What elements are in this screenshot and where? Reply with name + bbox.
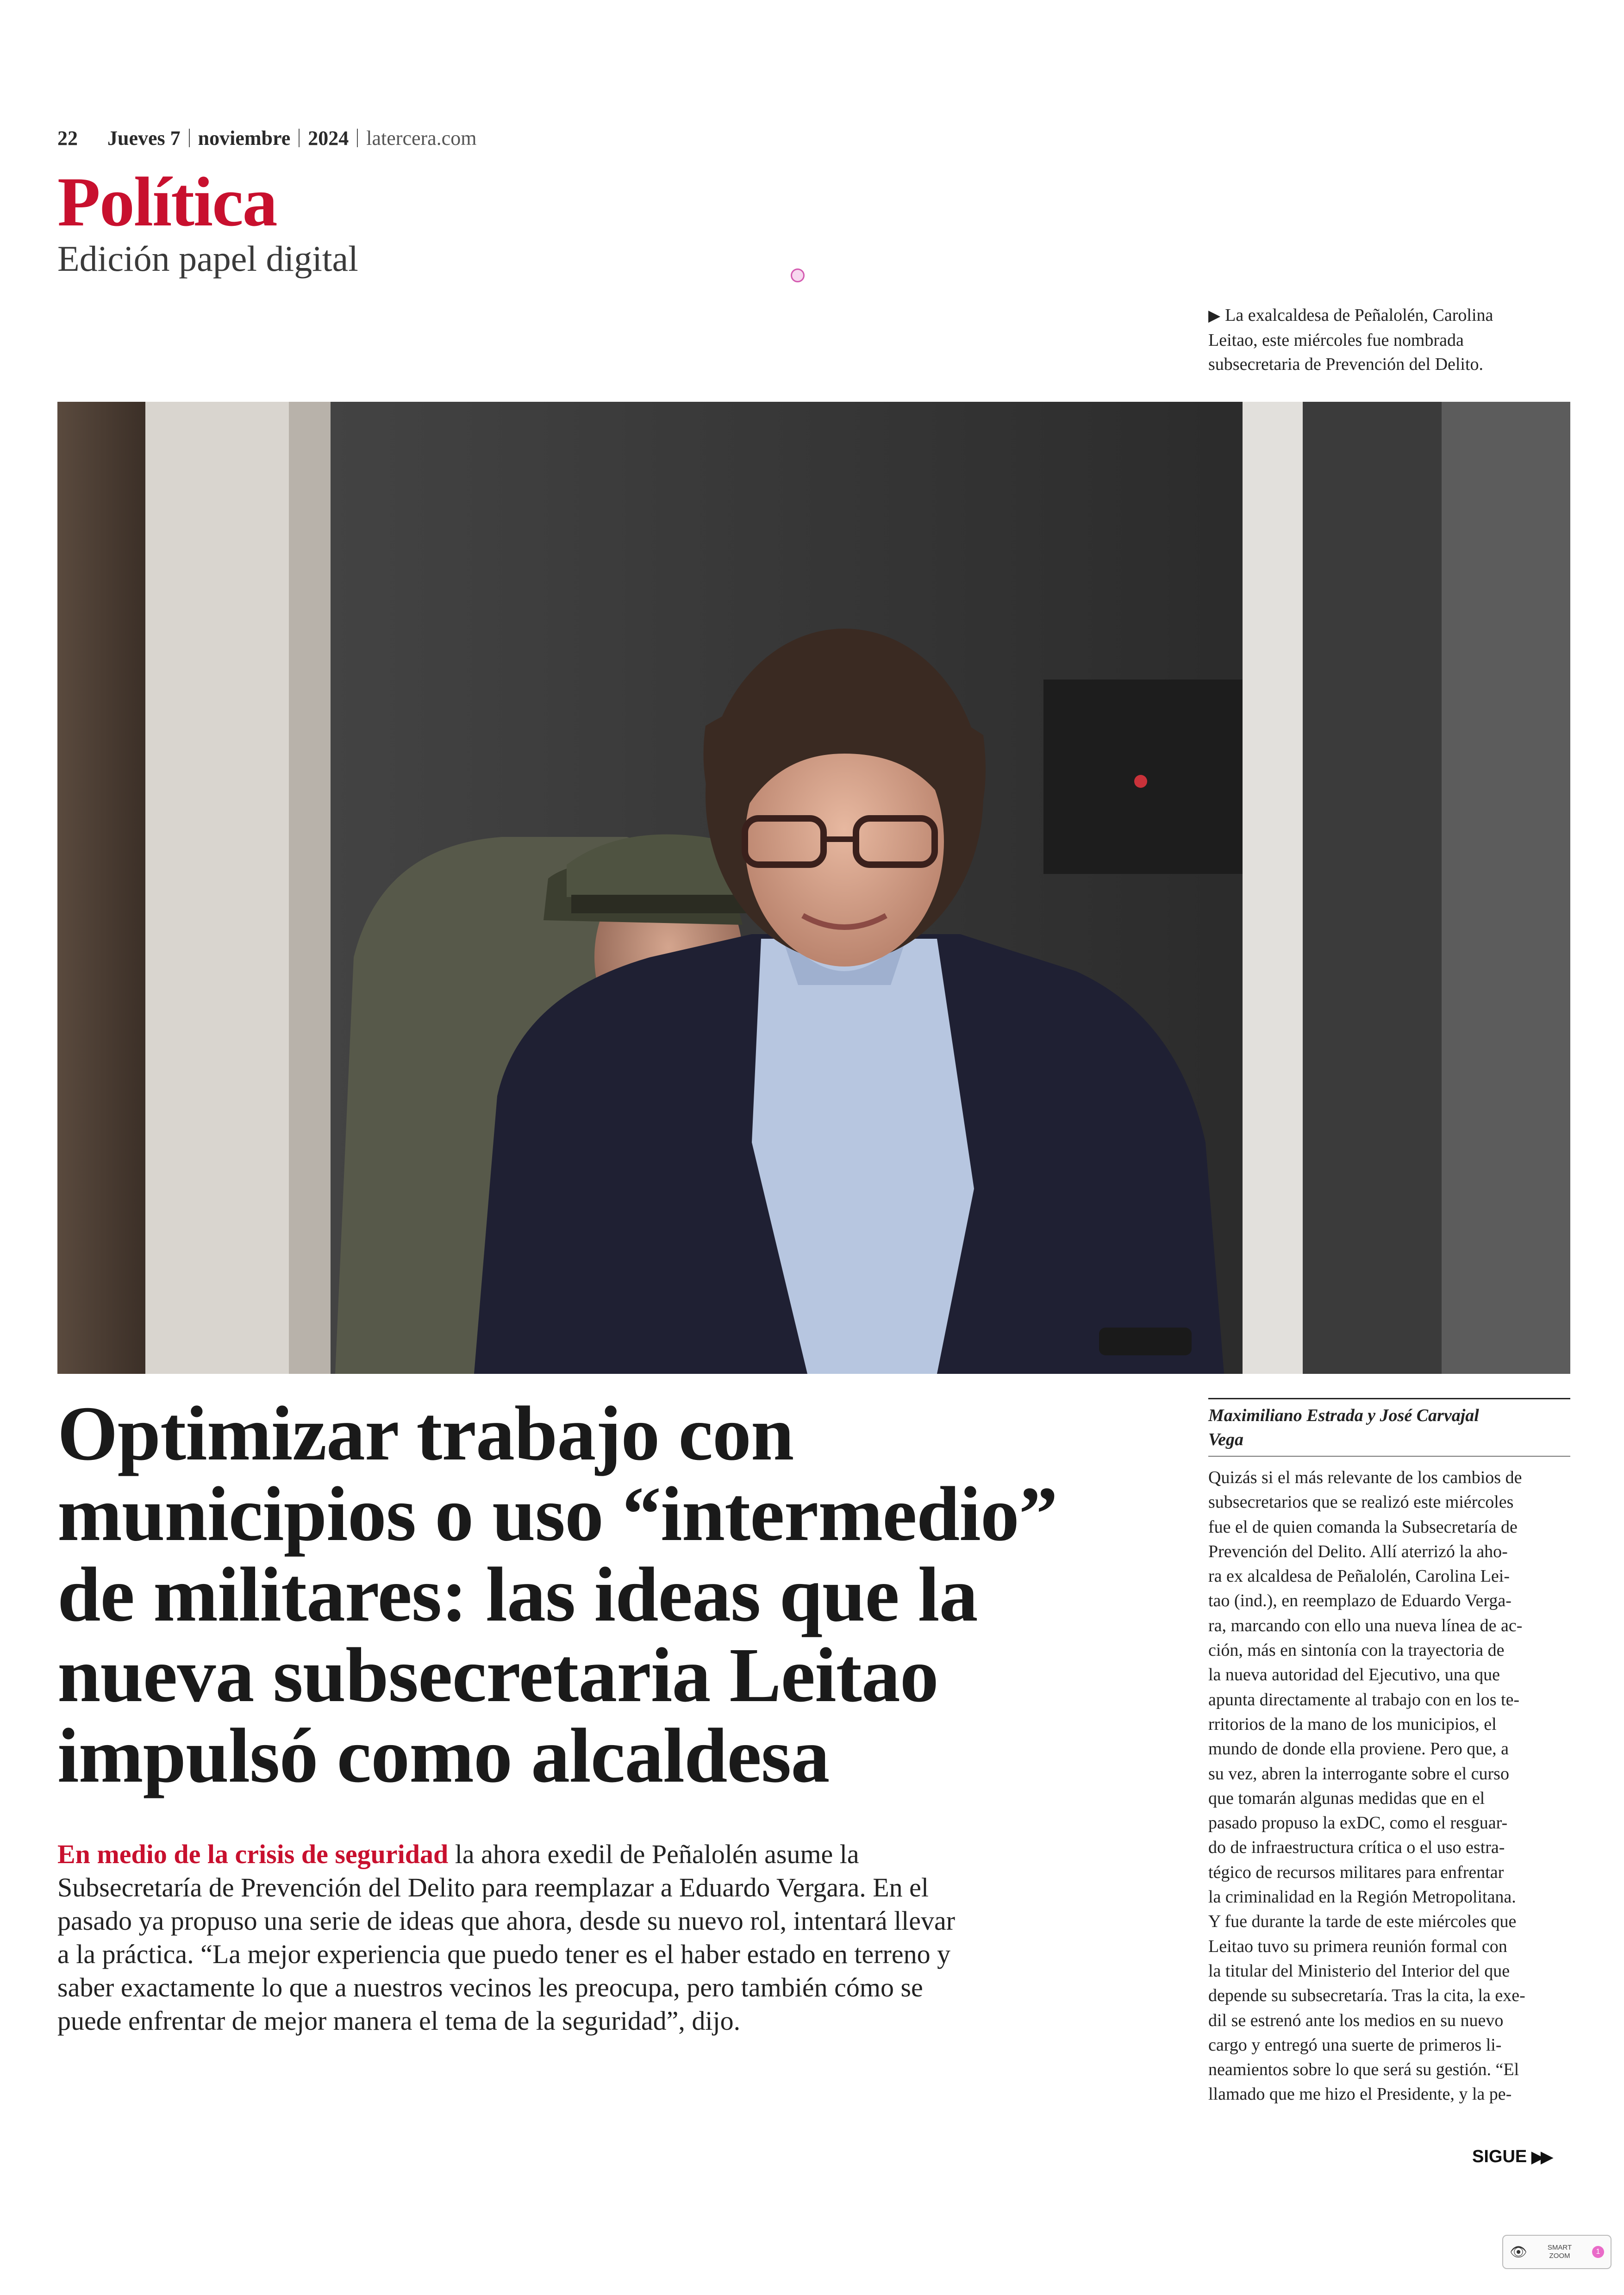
caption-line: subsecretaria de Prevención del Delito.	[1208, 355, 1484, 374]
headline-line: Optimizar trabajo con	[57, 1391, 794, 1477]
body-line: neamientos sobre lo que será su gestión. “El	[1208, 2060, 1519, 2080]
lede-highlight: En medio de la crisis de seguridad	[57, 1839, 449, 1869]
body-line: cargo y entregó una suerte de primeros li-	[1208, 2035, 1502, 2055]
double-arrow-icon: ▶▶	[1531, 2148, 1550, 2166]
headline-line: municipios o uso “intermedio”	[57, 1471, 1057, 1557]
lede-line: a la práctica. “La mejor experiencia que puedo tener es el haber estado en terreno y	[57, 1939, 951, 1969]
article-headline	[57, 1391, 1187, 1799]
body-line: rritorios de la mano de los municipios, el	[1208, 1714, 1497, 1734]
smart-zoom-label	[1548, 2244, 1572, 2260]
body-line: la criminalidad en la Región Metropolitana.	[1208, 1887, 1516, 1907]
lede-line	[57, 1838, 1122, 1871]
body-line: su vez, abren la interrogante sobre el curso	[1208, 1764, 1509, 1784]
smart-zoom-line: ZOOM	[1549, 2252, 1570, 2260]
date-year: 2024	[308, 126, 349, 150]
body-line: la titular del Ministerio del Interior del que	[1208, 1961, 1510, 1981]
body-line: mundo de donde ella proviene. Pero que, a	[1208, 1739, 1509, 1759]
lede-first-rest: la ahora exedil de Peñalolén asume la	[448, 1839, 859, 1869]
lede-line: puede enfrentar de mejor manera el tema de la seguridad”, dijo.	[57, 2006, 741, 2036]
body-line: tégico de recursos militares para enfrentar	[1208, 1862, 1504, 1882]
body-line: fue el de quien comanda la Subsecretaría de	[1208, 1517, 1518, 1537]
section-title: Política	[57, 163, 277, 241]
section-subtitle: Edición papel digital	[57, 238, 358, 279]
eye-icon: 👁	[1510, 2244, 1528, 2260]
folio-divider	[299, 129, 300, 147]
byline-rule	[1208, 1456, 1570, 1457]
body-line: que tomarán algunas medidas que en el	[1208, 1788, 1485, 1808]
body-line: ra, marcando con ello una nueva línea de ac-	[1208, 1615, 1523, 1635]
byline-line: Vega	[1208, 1430, 1243, 1449]
body-line: tao (ind.), en reemplazo de Eduardo Verga-	[1208, 1591, 1512, 1611]
article-body	[1208, 1466, 1570, 2107]
lede-line: pasado ya propuso una serie de ideas que ahora, desde su nuevo rol, intentará llevar	[57, 1906, 956, 1936]
article-lede	[57, 1838, 1122, 2038]
date-month: noviembre	[198, 126, 291, 150]
body-line: ra ex alcaldesa de Peñalolén, Carolina Lei-	[1208, 1566, 1510, 1586]
photo-caption	[1208, 303, 1574, 376]
byline-rule	[1208, 1398, 1570, 1399]
headline-line: impulsó como alcaldesa	[57, 1713, 830, 1799]
headline-line: de militares: las ideas que la	[57, 1552, 978, 1638]
body-line: subsecretarios que se realizó este miércoles	[1208, 1492, 1514, 1512]
body-line: la nueva autoridad del Ejecutivo, una que	[1208, 1665, 1500, 1685]
body-line: ción, más en sintonía con la trayectoria de	[1208, 1640, 1505, 1660]
smart-zoom-line: SMART	[1547, 2244, 1572, 2251]
folio-divider	[189, 129, 190, 147]
site-link[interactable]: latercera.com	[366, 126, 477, 150]
body-line: dil se estrenó ante los medios en su nuevo	[1208, 2010, 1504, 2030]
folio-divider	[357, 129, 358, 147]
photo-illustration	[57, 402, 1570, 1374]
headline-line: nueva subsecretaria Leitao	[57, 1632, 938, 1718]
page-number: 22	[57, 126, 78, 150]
smart-zoom-badge: 1	[1592, 2246, 1604, 2258]
body-line: pasado propuso la exDC, como el resguar-	[1208, 1813, 1508, 1833]
body-line: llamado que me hizo el Presidente, y la pe-	[1208, 2084, 1512, 2104]
smart-zoom-widget[interactable]	[1502, 2235, 1612, 2269]
body-line: Prevención del Delito. Allí aterrizó la aho-	[1208, 1541, 1508, 1561]
caption-arrow-icon: ▶	[1208, 307, 1221, 324]
lede-line: saber exactamente lo que a nuestros vecinos les preocupa, pero también cómo se	[57, 1972, 923, 2002]
lede-line: Subsecretaría de Prevención del Delito para reemplazar a Eduardo Vergara. En el	[57, 1872, 929, 1902]
folio-line	[57, 124, 476, 152]
caption-line: La exalcaldesa de Peñalolén, Carolina	[1225, 306, 1493, 325]
body-line: do de infraestructura crítica o el uso estra-	[1208, 1838, 1505, 1858]
byline-line: Maximiliano Estrada y José Carvajal	[1208, 1406, 1479, 1425]
date-weekday-day: Jueves 7	[107, 126, 181, 150]
byline	[1208, 1403, 1570, 1452]
hotspot-dot-icon[interactable]	[791, 268, 805, 282]
body-line: depende su subsecretaría. Tras la cita, la exe-	[1208, 1986, 1525, 2006]
body-line: apunta directamente al trabajo con en los te-	[1208, 1690, 1520, 1709]
continue-link[interactable]	[1472, 2147, 1550, 2167]
body-line: Y fue durante la tarde de este miércoles que	[1208, 1912, 1517, 1932]
article-photo[interactable]	[57, 402, 1570, 1374]
continue-label: SIGUE	[1472, 2147, 1527, 2166]
body-line: Quizás si el más relevante de los cambios de	[1208, 1468, 1522, 1487]
caption-line: Leitao, este miércoles fue nombrada	[1208, 331, 1464, 350]
body-line: Leitao tuvo su primera reunión formal con	[1208, 1936, 1507, 1956]
